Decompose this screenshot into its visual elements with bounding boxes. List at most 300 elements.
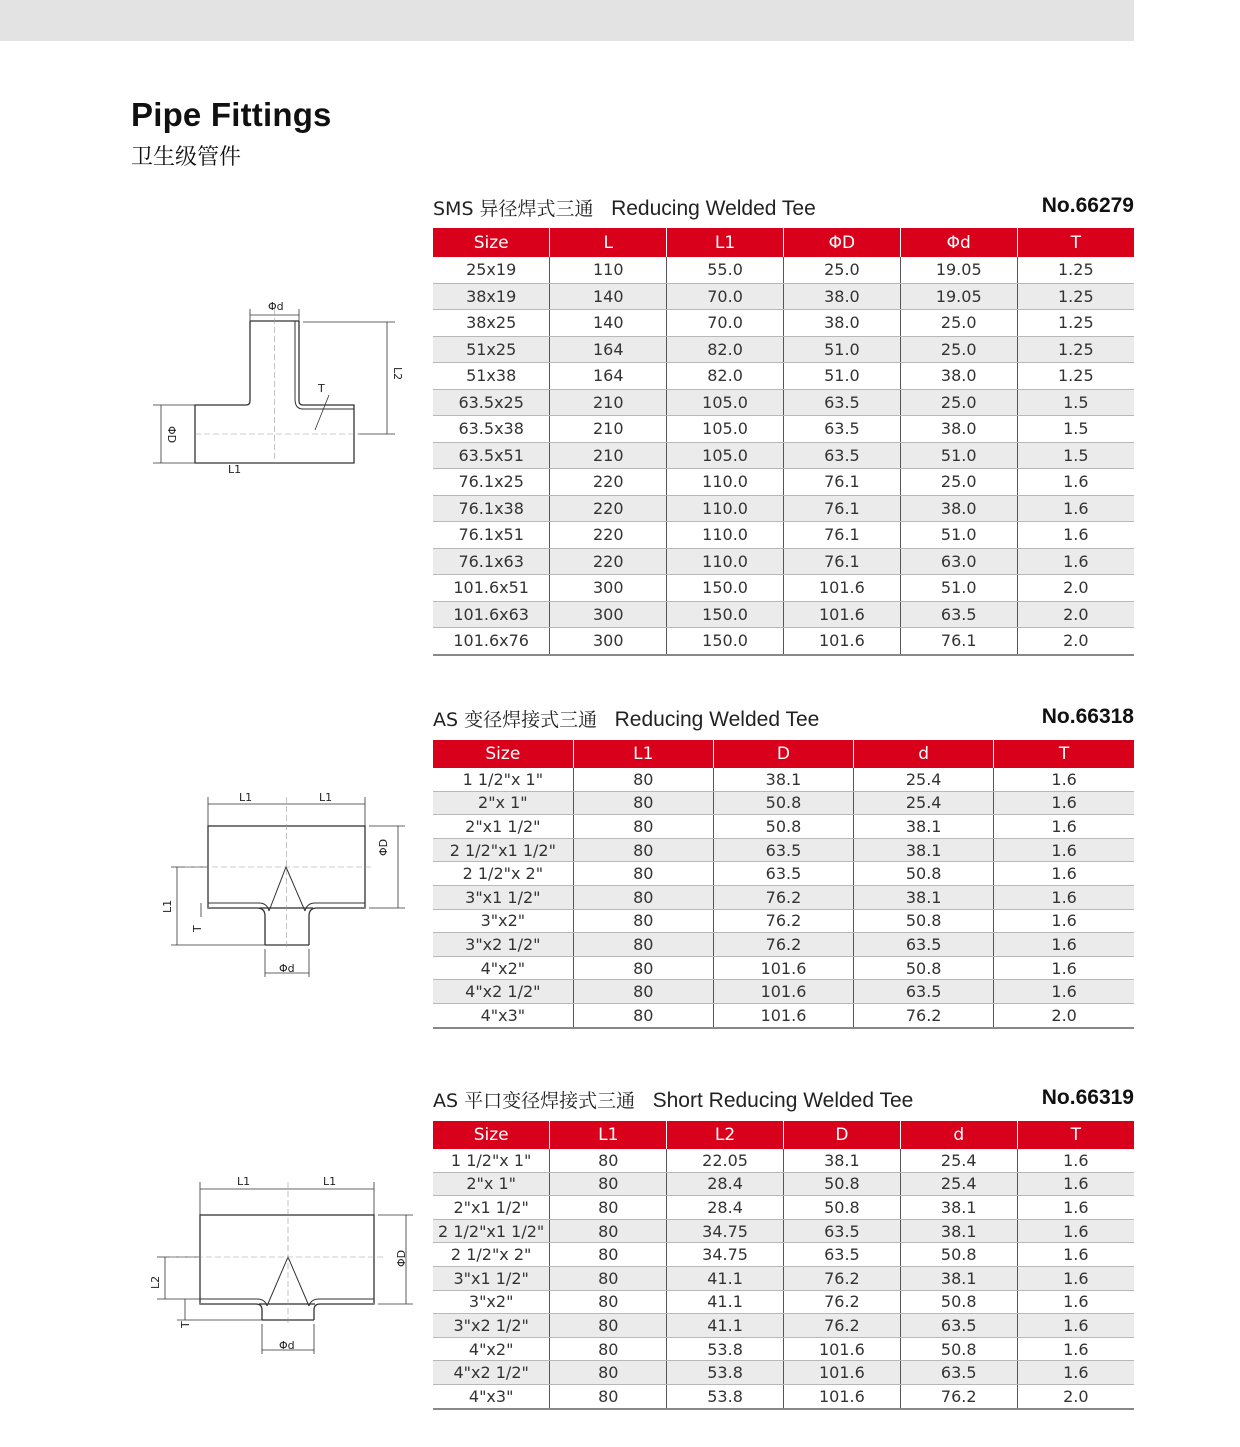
table-cell: 25.0 <box>900 389 1017 416</box>
table-header-row <box>433 740 1134 768</box>
table-cell: 34.75 <box>667 1219 784 1243</box>
table-cell: 1.6 <box>1017 1361 1134 1385</box>
section-header-66319 <box>433 1086 1134 1114</box>
table-cell: 164 <box>550 336 667 363</box>
table-cell: 41.1 <box>667 1290 784 1314</box>
table-cell: 1.6 <box>994 862 1134 886</box>
table-cell: 76.2 <box>854 1003 994 1027</box>
table-cell: 1.6 <box>1017 548 1134 575</box>
table-row <box>433 838 1134 862</box>
table-row <box>433 575 1134 602</box>
column-header: L <box>550 228 667 257</box>
table-cell: 101.6 <box>713 956 853 980</box>
table-cell: 2"x1 1/2" <box>433 1196 550 1220</box>
column-header: Size <box>433 740 573 768</box>
table-row <box>433 1196 1134 1220</box>
table-cell: 1.6 <box>994 980 1134 1004</box>
table-cell: 80 <box>573 862 713 886</box>
table-cell: 53.8 <box>667 1361 784 1385</box>
table-row <box>433 1361 1134 1385</box>
table-cell: 2 1/2"x 2" <box>433 862 573 886</box>
diagram-label-phi-d: Φd <box>268 300 284 313</box>
section-header-66318 <box>433 705 1134 733</box>
column-header: D <box>783 1121 900 1149</box>
table-cell: 1.6 <box>1017 469 1134 496</box>
table-cell: 38.0 <box>900 416 1017 443</box>
table-header-row <box>433 1121 1134 1149</box>
table-cell: 1.6 <box>1017 1314 1134 1338</box>
table-cell: 2 1/2"x 2" <box>433 1243 550 1267</box>
table-row <box>433 1314 1134 1338</box>
table-cell: 2"x1 1/2" <box>433 815 573 839</box>
table-cell: 63.0 <box>900 548 1017 575</box>
table-cell: 4"x2 1/2" <box>433 980 573 1004</box>
diagram-label-t: T <box>318 382 325 395</box>
table-cell: 2.0 <box>994 1003 1134 1027</box>
table-cell: 34.75 <box>667 1243 784 1267</box>
table-row <box>433 336 1134 363</box>
diagram-label-t: T <box>191 925 204 932</box>
table-row <box>433 980 1134 1004</box>
table-cell: 38.1 <box>900 1266 1017 1290</box>
product-number: No.66319 <box>1041 1086 1134 1109</box>
table-cell: 80 <box>573 909 713 933</box>
diagram-label-phi-D: ΦD <box>165 426 178 444</box>
table-cell: 28.4 <box>667 1196 784 1220</box>
table-row <box>433 862 1134 886</box>
table-row <box>433 791 1134 815</box>
table-cell: 101.6x63 <box>433 601 550 628</box>
table-cell: 105.0 <box>667 442 784 469</box>
table-cell: 38.0 <box>900 495 1017 522</box>
spec-table-66319 <box>433 1121 1134 1410</box>
table-cell: 1.25 <box>1017 363 1134 390</box>
table-cell: 25.4 <box>854 768 994 791</box>
table-cell: 2"x 1" <box>433 791 573 815</box>
table-cell: 76.2 <box>713 909 853 933</box>
table-cell: 76.2 <box>783 1314 900 1338</box>
table-cell: 1.25 <box>1017 336 1134 363</box>
page-subtitle: 卫生级管件 <box>131 145 242 170</box>
table-cell: 4"x2" <box>433 1337 550 1361</box>
table-cell: 1 1/2"x 1" <box>433 768 573 791</box>
table-cell: 50.8 <box>854 862 994 886</box>
table-row <box>433 363 1134 390</box>
table-cell: 80 <box>573 933 713 957</box>
table-cell: 1.6 <box>1017 522 1134 549</box>
column-header: L1 <box>667 228 784 257</box>
table-cell: 1.6 <box>1017 1149 1134 1172</box>
column-header: T <box>1017 1121 1134 1149</box>
table-cell: 25.4 <box>854 791 994 815</box>
table-cell: 38.0 <box>783 283 900 310</box>
table-cell: 2.0 <box>1017 601 1134 628</box>
table-row <box>433 257 1134 283</box>
table-cell: 80 <box>550 1243 667 1267</box>
table-cell: 101.6 <box>783 575 900 602</box>
table-cell: 51.0 <box>900 442 1017 469</box>
table-row <box>433 1384 1134 1408</box>
table-cell: 3"x2 1/2" <box>433 933 573 957</box>
table-cell: 1.25 <box>1017 257 1134 283</box>
table-cell: 70.0 <box>667 310 784 337</box>
table-cell: 76.1x51 <box>433 522 550 549</box>
table-body <box>433 768 1134 1028</box>
top-banner <box>0 0 1134 41</box>
column-header: L2 <box>667 1121 784 1149</box>
table-cell: 70.0 <box>667 283 784 310</box>
table-cell: 82.0 <box>667 363 784 390</box>
table-cell: 76.2 <box>713 933 853 957</box>
table-row <box>433 768 1134 791</box>
table-cell: 1.6 <box>994 791 1134 815</box>
table-cell: 1.6 <box>1017 1219 1134 1243</box>
table-cell: 38.1 <box>854 838 994 862</box>
table-row <box>433 469 1134 496</box>
table-cell: 38.0 <box>783 310 900 337</box>
table-cell: 25.0 <box>900 469 1017 496</box>
table-cell: 101.6x51 <box>433 575 550 602</box>
section-cn-label: AS 变径焊接式三通 <box>433 709 598 731</box>
table-cell: 1.6 <box>994 956 1134 980</box>
table-cell: 38.0 <box>900 363 1017 390</box>
table-cell: 220 <box>550 548 667 575</box>
table-cell: 53.8 <box>667 1337 784 1361</box>
table-cell: 80 <box>550 1384 667 1408</box>
table-cell: 1.6 <box>1017 1243 1134 1267</box>
table-cell: 28.4 <box>667 1172 784 1196</box>
spec-table-66318 <box>433 740 1134 1029</box>
table-cell: 140 <box>550 310 667 337</box>
diagram-label-t: T <box>179 1321 192 1328</box>
table-cell: 50.8 <box>900 1337 1017 1361</box>
sms-reducing-tee-diagram <box>150 295 420 475</box>
table-cell: 2"x 1" <box>433 1172 550 1196</box>
table-row <box>433 310 1134 337</box>
table-cell: 3"x1 1/2" <box>433 1266 550 1290</box>
table-cell: 25.0 <box>783 257 900 283</box>
table-cell: 80 <box>573 815 713 839</box>
table-cell: 101.6 <box>713 980 853 1004</box>
table-row <box>433 815 1134 839</box>
table-cell: 63.5 <box>713 862 853 886</box>
diagram-label-l1: L1 <box>228 463 242 476</box>
table-cell: 1.6 <box>1017 1337 1134 1361</box>
table-cell: 1.25 <box>1017 310 1134 337</box>
table-cell: 110.0 <box>667 495 784 522</box>
diagram-label-phi-d: Φd <box>279 962 295 975</box>
table-cell: 53.8 <box>667 1384 784 1408</box>
table-cell: 80 <box>573 885 713 909</box>
table-cell: 4"x2" <box>433 956 573 980</box>
table-cell: 4"x3" <box>433 1384 550 1408</box>
product-number: No.66318 <box>1041 705 1134 728</box>
table-cell: 76.1x38 <box>433 495 550 522</box>
table-cell: 1.6 <box>1017 1172 1134 1196</box>
table-cell: 25.0 <box>900 310 1017 337</box>
table-cell: 63.5 <box>854 933 994 957</box>
table-cell: 38.1 <box>713 768 853 791</box>
table-cell: 3"x1 1/2" <box>433 885 573 909</box>
table-cell: 76.1x25 <box>433 469 550 496</box>
product-number: No.66279 <box>1041 194 1134 217</box>
section-en-label: Reducing Welded Tee <box>614 708 820 731</box>
table-cell: 38.1 <box>900 1219 1017 1243</box>
table-cell: 19.05 <box>900 283 1017 310</box>
table-cell: 4"x3" <box>433 1003 573 1027</box>
table-cell: 1.6 <box>994 933 1134 957</box>
table-cell: 80 <box>550 1266 667 1290</box>
table-cell: 19.05 <box>900 257 1017 283</box>
section-cn-label: SMS 异径焊式三通 <box>433 198 594 220</box>
table-cell: 1.6 <box>994 885 1134 909</box>
column-header: L1 <box>573 740 713 768</box>
table-cell: 101.6 <box>783 628 900 655</box>
diagram-label-l1-right: L1 <box>319 791 333 804</box>
table-cell: 80 <box>573 1003 713 1027</box>
table-cell: 110 <box>550 257 667 283</box>
table-cell: 63.5 <box>900 1314 1017 1338</box>
table-cell: 38.1 <box>783 1149 900 1172</box>
diagram-label-l1-vertical: L1 <box>161 899 174 913</box>
diagram-label-l1-right: L1 <box>323 1175 337 1188</box>
table-cell: 1 1/2"x 1" <box>433 1149 550 1172</box>
spec-table-66279 <box>433 228 1134 656</box>
table-cell: 80 <box>550 1361 667 1385</box>
table-cell: 210 <box>550 389 667 416</box>
table-cell: 3"x2 1/2" <box>433 1314 550 1338</box>
table-row <box>433 1219 1134 1243</box>
table-cell: 80 <box>550 1219 667 1243</box>
table-cell: 51x25 <box>433 336 550 363</box>
table-row <box>433 389 1134 416</box>
table-cell: 101.6 <box>783 1384 900 1408</box>
table-cell: 38.1 <box>900 1196 1017 1220</box>
table-cell: 80 <box>550 1196 667 1220</box>
table-row <box>433 283 1134 310</box>
table-cell: 50.8 <box>900 1243 1017 1267</box>
table-cell: 25x19 <box>433 257 550 283</box>
table-cell: 51.0 <box>900 575 1017 602</box>
table-row <box>433 885 1134 909</box>
table-cell: 63.5x25 <box>433 389 550 416</box>
table-row <box>433 1290 1134 1314</box>
column-header: L1 <box>550 1121 667 1149</box>
column-header: D <box>713 740 853 768</box>
table-cell: 63.5 <box>783 1243 900 1267</box>
table-cell: 76.1 <box>783 548 900 575</box>
table-cell: 150.0 <box>667 628 784 655</box>
table-cell: 63.5x51 <box>433 442 550 469</box>
as-reducing-tee-diagram <box>155 785 415 980</box>
table-cell: 80 <box>573 956 713 980</box>
table-cell: 80 <box>550 1337 667 1361</box>
table-row <box>433 1266 1134 1290</box>
table-cell: 3"x2" <box>433 1290 550 1314</box>
table-cell: 50.8 <box>783 1196 900 1220</box>
table-row <box>433 601 1134 628</box>
as-short-reducing-tee-diagram <box>145 1170 420 1365</box>
table-cell: 50.8 <box>713 815 853 839</box>
table-cell: 164 <box>550 363 667 390</box>
table-cell: 140 <box>550 283 667 310</box>
table-cell: 1.6 <box>994 909 1134 933</box>
table-row <box>433 1243 1134 1267</box>
table-cell: 80 <box>550 1149 667 1172</box>
table-cell: 80 <box>550 1314 667 1338</box>
table-cell: 220 <box>550 522 667 549</box>
table-cell: 80 <box>573 838 713 862</box>
column-header: T <box>1017 228 1134 257</box>
column-header: Size <box>433 228 550 257</box>
table-cell: 2.0 <box>1017 575 1134 602</box>
table-cell: 2 1/2"x1 1/2" <box>433 838 573 862</box>
table-cell: 55.0 <box>667 257 784 283</box>
table-cell: 51.0 <box>783 363 900 390</box>
table-body <box>433 1149 1134 1409</box>
diagram-label-l2: L2 <box>149 1275 162 1289</box>
table-row <box>433 416 1134 443</box>
table-cell: 210 <box>550 442 667 469</box>
diagram-label-phi-D: ΦD <box>395 1249 408 1267</box>
diagram-label-l2: L2 <box>391 367 404 381</box>
table-cell: 80 <box>550 1172 667 1196</box>
table-cell: 50.8 <box>713 791 853 815</box>
table-cell: 38x19 <box>433 283 550 310</box>
table-cell: 105.0 <box>667 416 784 443</box>
table-cell: 1.25 <box>1017 283 1134 310</box>
table-cell: 150.0 <box>667 575 784 602</box>
table-cell: 76.2 <box>783 1290 900 1314</box>
table-cell: 1.5 <box>1017 416 1134 443</box>
table-cell: 101.6x76 <box>433 628 550 655</box>
table-cell: 1.6 <box>1017 1196 1134 1220</box>
table-cell: 25.4 <box>900 1149 1017 1172</box>
table-row <box>433 442 1134 469</box>
table-cell: 63.5 <box>854 980 994 1004</box>
table-cell: 220 <box>550 469 667 496</box>
table-cell: 38.1 <box>854 885 994 909</box>
table-cell: 110.0 <box>667 522 784 549</box>
table-cell: 76.2 <box>900 1384 1017 1408</box>
table-cell: 63.5 <box>713 838 853 862</box>
table-cell: 63.5 <box>900 601 1017 628</box>
table-row <box>433 548 1134 575</box>
table-cell: 2.0 <box>1017 1384 1134 1408</box>
table-cell: 3"x2" <box>433 909 573 933</box>
table-cell: 22.05 <box>667 1149 784 1172</box>
table-cell: 1.6 <box>1017 495 1134 522</box>
table-header-row <box>433 228 1134 257</box>
table-cell: 63.5 <box>783 389 900 416</box>
table-cell: 101.6 <box>783 1337 900 1361</box>
table-row <box>433 522 1134 549</box>
table-cell: 63.5 <box>783 442 900 469</box>
table-row <box>433 1337 1134 1361</box>
table-cell: 110.0 <box>667 469 784 496</box>
table-cell: 101.6 <box>713 1003 853 1027</box>
column-header: ΦD <box>783 228 900 257</box>
table-row <box>433 1172 1134 1196</box>
section-en-label: Short Reducing Welded Tee <box>652 1089 914 1112</box>
table-cell: 50.8 <box>854 956 994 980</box>
table-cell: 101.6 <box>783 601 900 628</box>
table-cell: 210 <box>550 416 667 443</box>
column-header: T <box>994 740 1134 768</box>
table-cell: 76.1 <box>900 628 1017 655</box>
table-cell: 4"x2 1/2" <box>433 1361 550 1385</box>
table-row <box>433 909 1134 933</box>
table-cell: 110.0 <box>667 548 784 575</box>
section-header-66279 <box>433 194 1134 222</box>
table-cell: 1.6 <box>1017 1290 1134 1314</box>
table-cell: 1.6 <box>994 838 1134 862</box>
table-body <box>433 257 1134 655</box>
table-cell: 80 <box>573 768 713 791</box>
table-cell: 50.8 <box>854 909 994 933</box>
table-cell: 1.6 <box>994 768 1134 791</box>
table-cell: 63.5 <box>783 1219 900 1243</box>
table-cell: 76.1x63 <box>433 548 550 575</box>
table-cell: 300 <box>550 601 667 628</box>
table-cell: 1.5 <box>1017 442 1134 469</box>
table-cell: 25.4 <box>900 1172 1017 1196</box>
table-cell: 76.1 <box>783 495 900 522</box>
section-en-label: Reducing Welded Tee <box>611 197 816 220</box>
table-cell: 50.8 <box>900 1290 1017 1314</box>
column-header: d <box>900 1121 1017 1149</box>
table-cell: 80 <box>573 980 713 1004</box>
table-cell: 51x38 <box>433 363 550 390</box>
diagram-label-l1-left: L1 <box>237 1175 251 1188</box>
table-row <box>433 495 1134 522</box>
diagram-label-phi-D: ΦD <box>377 838 390 856</box>
table-row <box>433 956 1134 980</box>
diagram-label-l1-left: L1 <box>239 791 253 804</box>
table-row <box>433 933 1134 957</box>
table-cell: 76.2 <box>783 1266 900 1290</box>
table-cell: 101.6 <box>783 1361 900 1385</box>
table-cell: 80 <box>573 791 713 815</box>
table-cell: 1.6 <box>1017 1266 1134 1290</box>
table-cell: 50.8 <box>783 1172 900 1196</box>
column-header: d <box>854 740 994 768</box>
column-header: Φd <box>900 228 1017 257</box>
table-cell: 63.5 <box>900 1361 1017 1385</box>
table-cell: 38x25 <box>433 310 550 337</box>
table-cell: 300 <box>550 628 667 655</box>
table-cell: 105.0 <box>667 389 784 416</box>
table-cell: 76.1 <box>783 469 900 496</box>
table-cell: 38.1 <box>854 815 994 839</box>
table-cell: 2.0 <box>1017 628 1134 655</box>
table-cell: 300 <box>550 575 667 602</box>
table-cell: 80 <box>550 1290 667 1314</box>
table-cell: 63.5 <box>783 416 900 443</box>
table-cell: 150.0 <box>667 601 784 628</box>
table-cell: 1.5 <box>1017 389 1134 416</box>
table-row <box>433 628 1134 655</box>
table-row <box>433 1149 1134 1172</box>
table-cell: 41.1 <box>667 1314 784 1338</box>
column-header: Size <box>433 1121 550 1149</box>
diagram-label-phi-d: Φd <box>279 1339 295 1352</box>
table-cell: 51.0 <box>900 522 1017 549</box>
table-cell: 220 <box>550 495 667 522</box>
page-title: Pipe Fittings <box>131 96 332 133</box>
section-cn-label: AS 平口变径焊接式三通 <box>433 1090 636 1112</box>
table-cell: 76.1 <box>783 522 900 549</box>
